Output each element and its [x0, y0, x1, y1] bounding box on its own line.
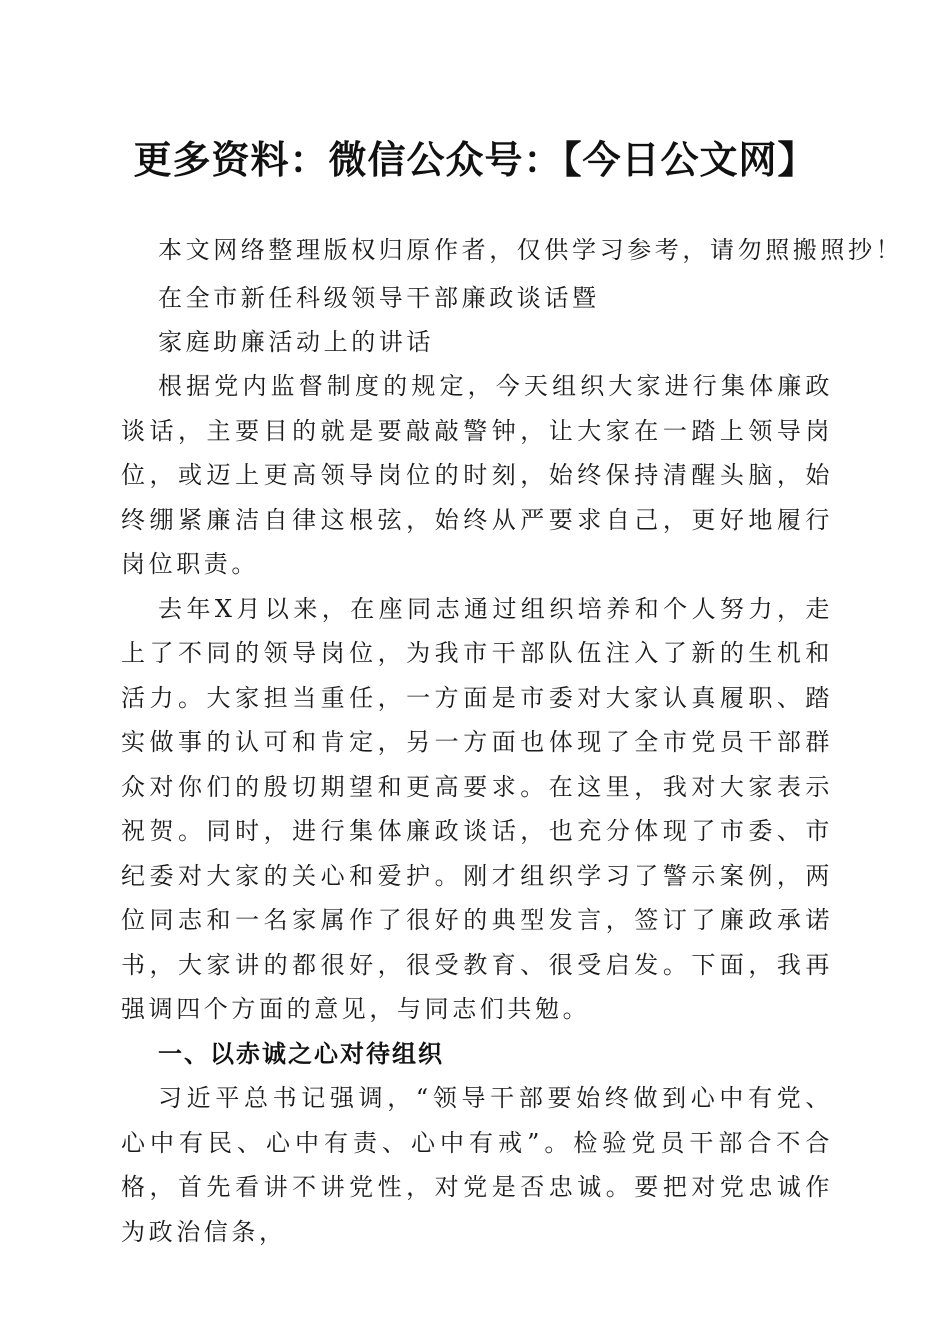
promo-header-title: 更多资料：微信公众号：【今日公文网】: [133, 137, 817, 182]
document-body: [121, 364, 833, 1254]
disclaimer-text: 本文网络整理版权归原作者，仅供学习参考，请勿照搬照抄！: [158, 236, 904, 264]
speech-title-line-2: 家庭助廉活动上的讲话: [158, 328, 434, 356]
body-paragraph-2: 去年X月以来，在座同志通过组织培养和个人努力，走上了不同的领导岗位，为我市干部队伍注入了新的生机和活力。大家担当重任，一方面是市委对大家认真履职、踏实做事的认可和肯定，另一方面也体现了全市党员干部群众对你们的殷切期望和更高要求。在这里，我对大家表示祝贺。同时，进行集体廉政谈话，也充分体现了市委、市纪委对大家的关心和爱护。刚才组织学习了警示案例，两位同志和一名家属作了很好的典型发言，签订了廉政承诺书，大家讲的都很好，很受教育、很受启发。下面，我再强调四个方面的意见，与同志们共勉。: [121, 594, 833, 1023]
body-paragraph-3: 习近平总书记强调，“领导干部要始终做到心中有党、心中有民、心中有责、心中有戒”。检验党员干部合不合格，首先看讲不讲党性，对党是否忠诚。要把对党忠诚作为政治信条，: [121, 1084, 833, 1246]
section-heading-1: 一、以赤诚之心对待组织: [158, 1039, 444, 1068]
speech-title-line-1: 在全市新任科级领导干部廉政谈话暨: [158, 284, 600, 312]
body-paragraph-1: 根据党内监督制度的规定，今天组织大家进行集体廉政谈话，主要目的就是要敲敲警钟，让大家在一踏上领导岗位，或迈上更高领导岗位的时刻，始终保持清醒头脑，始终绷紧廉洁自律这根弦，始终从严要求自己，更好地履行岗位职责。: [121, 372, 833, 578]
